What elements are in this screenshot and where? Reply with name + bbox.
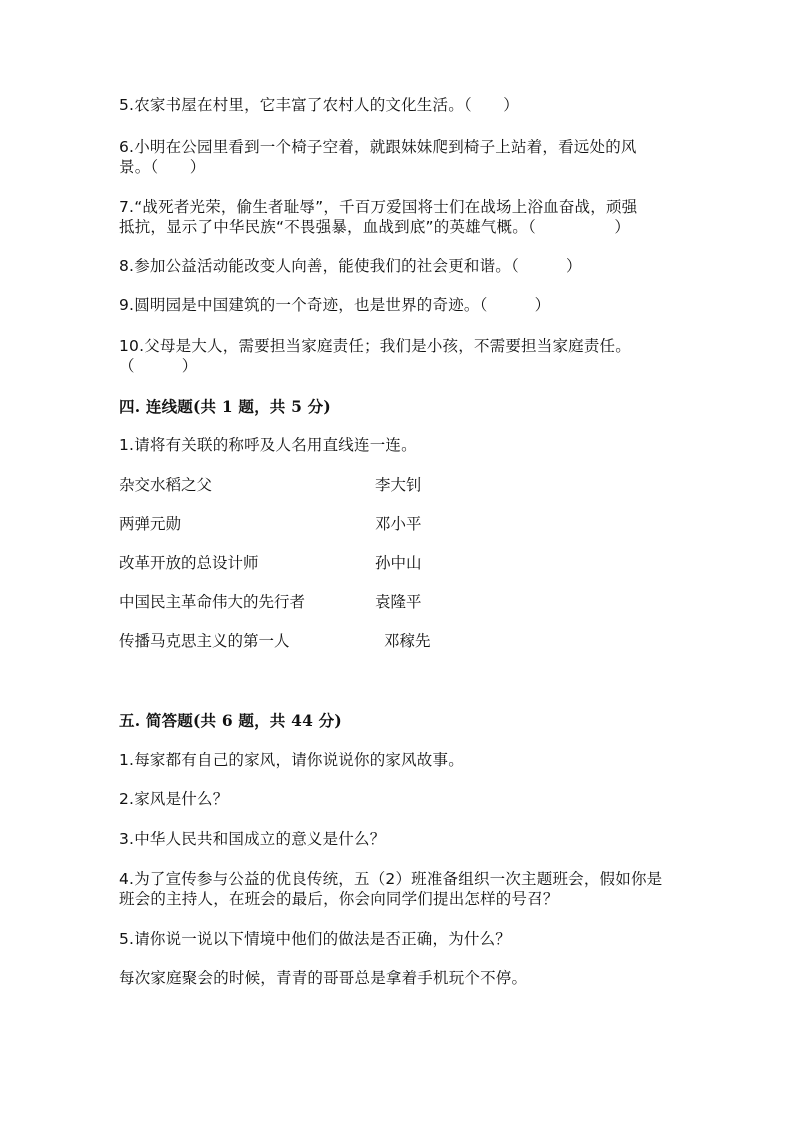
question-5: 5.农家书屋在村里，它丰富了农村人的文化生活。（ ） — [119, 96, 519, 114]
short-answer-4-line-2: 班会的主持人，在班会的最后，你会向同学们提出怎样的号召？ — [119, 890, 559, 908]
matching-right-item: 邓小平 — [375, 515, 422, 533]
short-answer-5-scenario: 每次家庭聚会的时候，青青的哥哥总是拿着手机玩个不停。 — [119, 969, 528, 987]
section-4-heading: 四. 连线题(共 1 题，共 5 分) — [119, 397, 331, 416]
matching-left-item: 传播马克思主义的第一人 — [119, 632, 290, 650]
matching-question: 1.请将有关联的称呼及人名用直线连一连。 — [119, 436, 417, 454]
question-7-line-1: 7.“战死者光荣，偷生者耻辱”，千百万爱国将士们在战场上浴血奋战，顽强 — [119, 198, 638, 216]
question-7-line-2: 抵抗，显示了中华民族“不畏强暴，血战到底”的英雄气概。（ ） — [119, 218, 631, 236]
matching-right-item: 袁隆平 — [375, 593, 422, 611]
question-10-line-1: 10.父母是大人，需要担当家庭责任；我们是小孩，不需要担当家庭责任。 — [119, 337, 631, 355]
question-10-line-2: （ ） — [119, 357, 198, 375]
matching-left-item: 改革开放的总设计师 — [119, 554, 259, 572]
question-9: 9.圆明园是中国建筑的一个奇迹，也是世界的奇迹。（ ） — [119, 296, 551, 314]
matching-right-item: 孙中山 — [375, 554, 422, 572]
question-6-line-2: 景。（ ） — [119, 158, 206, 176]
matching-left-item: 中国民主革命伟大的先行者 — [119, 593, 306, 611]
short-answer-5: 5.请你说一说以下情境中他们的做法是否正确，为什么？ — [119, 930, 511, 948]
matching-left-item: 两弹元勋 — [119, 515, 182, 533]
question-6-line-1: 6.小明在公园里看到一个椅子空着，就跟妹妹爬到椅子上站着，看远处的风 — [119, 138, 637, 156]
short-answer-2: 2.家风是什么？ — [119, 790, 229, 808]
matching-right-item: 李大钊 — [375, 476, 422, 494]
short-answer-4-line-1: 4.为了宣传参与公益的优良传统，五（2）班准备组织一次主题班会，假如你是 — [119, 870, 663, 888]
question-8: 8.参加公益活动能改变人向善，能使我们的社会更和谐。（ ） — [119, 257, 582, 275]
section-5-heading: 五. 简答题(共 6 题，共 44 分) — [119, 711, 342, 730]
short-answer-1: 1.每家都有自己的家风，请你说说你的家风故事。 — [119, 751, 464, 769]
matching-right-item: 邓稼先 — [384, 632, 431, 650]
short-answer-3: 3.中华人民共和国成立的意义是什么？ — [119, 830, 386, 848]
matching-left-item: 杂交水稻之父 — [119, 476, 213, 494]
